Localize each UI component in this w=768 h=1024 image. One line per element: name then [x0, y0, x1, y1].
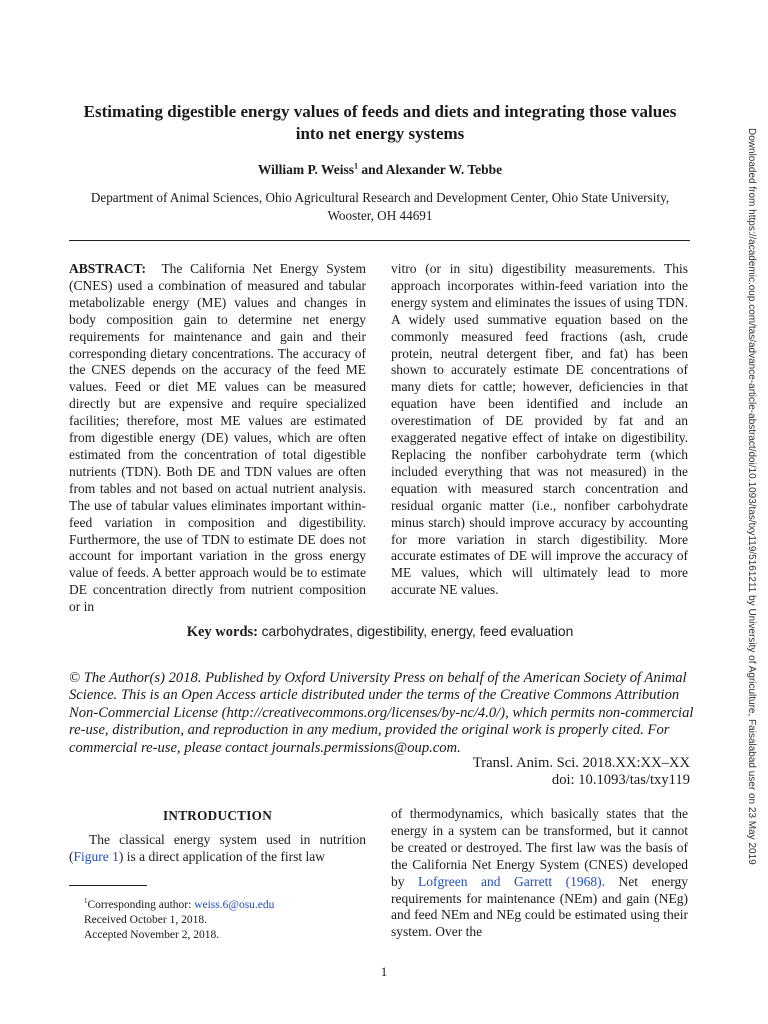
journal-info: [380, 755, 690, 790]
copyright-notice: © The Author(s) 2018. Published by Oxford University Press on behalf of the American Society of Animal Science. This is an Open Access article distributed under the terms of the Creative Commons Attribution Non-Commercial License (http://creativecommons.org/licenses/by-nc/4.0/), which permits non-commercial re-use, distribution, and reproduction in any medium, provided the original work is properly cited. For commercial re-use, please contact journals.permissions@oup.com.: [69, 670, 694, 756]
intro-text: The classical energy system used in nutrition (: [69, 832, 366, 864]
affiliation: Department of Animal Sciences, Ohio Agricultural Research and Development Center, Ohio State University, Wooster, OH 44691: [90, 190, 670, 223]
corresponding-author-note: [84, 894, 374, 913]
header-divider: [69, 240, 690, 241]
footnote-divider: [69, 885, 147, 886]
abstract-text-left: The California Net Energy System (CNES) used a combination of measured and tabular metabolizable energy (ME) values and changes in body composition gain to determine net energy requirements for maintenance and gain and their corresponding dietary concentrations. The accuracy of the CNES depends on the accuracy of the feed ME values. Feed or diet ME values can be measured directly but are expensive and require specialized facilities; therefore, most ME values are estimated from digestible energy (DE) values, which are often estimated from the concentration of total digestible nutrients (TDN). Both DE and TDN values are often from tables and not based on actual nutrient analysis. The use of tabular values eliminates important within-feed variation in composition and digestibility. Furthermore, the use of TDN to estimate DE does not account for important variation in the gross energy value of feeds. A better approach would be to estimate DE concentration directly from nutrient composition or in: [69, 261, 366, 615]
footnotes: [84, 894, 374, 943]
footnote-marker[interactable]: 1: [353, 161, 358, 171]
introduction-heading: INTRODUCTION: [162, 808, 273, 823]
abstract-label: ABSTRACT:: [69, 261, 147, 276]
introduction-left-column: [69, 832, 366, 866]
author-conjunction: and: [357, 162, 386, 177]
author-list: [70, 161, 690, 179]
doi[interactable]: doi: 10.1093/tas/txy119: [551, 772, 690, 789]
intro-text: Net energy requirements for maintenance (NEm) and gain (NEg) and feed NEm and NEg could be estimated using their system. Over the: [391, 873, 689, 940]
keywords-label: Key words:: [186, 624, 259, 640]
author-name[interactable]: Alexander W. Tebbe: [385, 162, 503, 177]
abstract-text-right: vitro (or in situ) digestibility measurements. This approach incorporates within-feed variation into the energy system and eliminates the issues of using TDN. A widely used summative equation based on the commonly measured feed fractions (ash, crude protein, neutral detergent fiber, and fat) has been shown to accurately estimate DE concentrations of many diets for cattle; however, deficiencies in that equation have been identified and include an overestimation of DE provided by fat and an exaggerated negative effect of intake on digestibility. Replacing the nonfiber carbohydrate term (which included everything that was not measured) in the equation with measured starch concentration and residual organic matter (i.e., nonfiber carbohydrate minus starch) should improve accuracy by accounting for more variation in starch digestibility. More accurate estimates of DE will improve the accuracy of ME values, which will ultimately lead to more accurate NE values.: [391, 261, 688, 598]
article-title: Estimating digestible energy values of feeds and diets and integrating those values into net energy systems: [83, 102, 677, 143]
abstract-right-column: [391, 261, 688, 599]
keywords: [70, 622, 690, 642]
footnote-mark: 1: [84, 897, 88, 905]
intro-text: ) is a direct application of the first law: [118, 848, 326, 864]
corresponding-author-label: Corresponding author:: [87, 898, 195, 911]
introduction-right-column: [391, 806, 688, 941]
accepted-date: Accepted November 2, 2018.: [84, 928, 220, 941]
received-date: Received October 1, 2018.: [84, 913, 207, 926]
author-email-link[interactable]: weiss.6@osu.edu: [194, 898, 275, 911]
page-number: 1: [380, 964, 388, 979]
abstract-left-column: [69, 261, 366, 616]
figure-1-link[interactable]: Figure 1: [73, 848, 119, 864]
download-watermark: [745, 128, 757, 898]
keywords-text: carbohydrates, digestibility, energy, feed evaluation: [261, 624, 574, 639]
download-watermark-text: Downloaded from https://academic.oup.com/tas/advance-article-abstract/doi/10.1093/tas/txy119/5161211 by University of Agriculture, Faisalabad user on 23 May 2019: [746, 128, 757, 865]
lofgreen-garrett-citation-link[interactable]: Lofgreen and Garrett (1968).: [418, 873, 606, 889]
journal-citation: Transl. Anim. Sci. 2018.XX:XX–XX: [472, 755, 690, 771]
intro-text: of thermodynamics, which basically states that the energy in a system can be transformed, but it cannot be created or destroyed. The first law was the basis of the California Net Energy System (CNES) developed by: [391, 806, 688, 889]
author-name[interactable]: William P. Weiss: [257, 162, 354, 177]
